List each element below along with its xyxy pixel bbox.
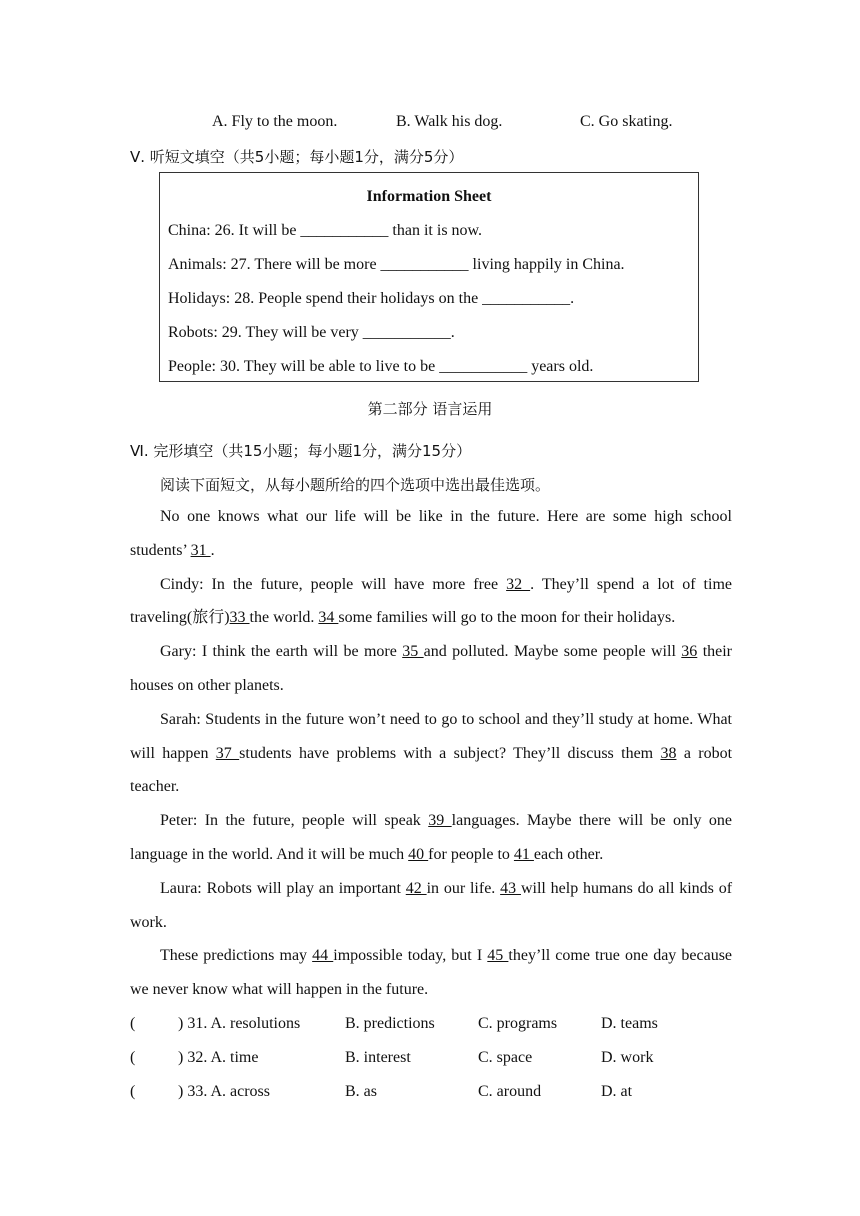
section-5-title: Ⅴ. 听短文填空（共5小题；每小题1分，满分5分）	[130, 148, 464, 166]
info-line-26: China: 26. It will be ___________ than it is now.	[168, 222, 483, 239]
question-31	[130, 1015, 730, 1039]
info-line-27: Animals: 27. There will be more ___________ living happily in China.	[168, 256, 625, 273]
answer-paren: (	[130, 1015, 136, 1032]
option-c: C. space	[478, 1049, 533, 1066]
blank-31: 31	[190, 541, 211, 559]
passage-paragraph: Cindy: In the future, people will have more free 32 . They’ll spend a lot of time traveling(旅行)33 the world. 34 some families will go to the moon for their holidays.	[130, 575, 732, 627]
option-b: B. Walk his dog.	[396, 113, 503, 130]
part-2-title: 第二部分 语言运用	[367, 400, 493, 418]
passage-paragraph: These predictions may 44 impossible today, but I 45 they’ll come true one day because we never know what will happen in the future.	[130, 947, 733, 999]
blank-32: 32	[506, 575, 531, 593]
option-d: D. work	[601, 1049, 654, 1066]
passage-paragraph: Laura: Robots will play an important 42 in our life. 43 will help humans do all kinds of work.	[130, 879, 733, 931]
option-c: C. programs	[478, 1015, 558, 1032]
question-stem: ) 33. A. across	[178, 1083, 270, 1100]
blank-33: 33	[229, 609, 250, 627]
blank-44: 44	[312, 947, 334, 965]
answer-paren: (	[130, 1083, 136, 1100]
option-b: B. interest	[345, 1049, 411, 1066]
question-33	[130, 1083, 730, 1107]
passage-paragraph: Gary: I think the earth will be more 35 and polluted. Maybe some people will 36 their houses on other planets.	[130, 643, 733, 694]
option-b: B. as	[345, 1083, 377, 1100]
passage-paragraph: Peter: In the future, people will speak 39 languages. Maybe there will be only one language in the world. And it will be much 40 for people to 41 each other.	[130, 812, 733, 863]
answer-paren: (	[130, 1049, 136, 1066]
blank-38: 38	[660, 744, 677, 762]
option-a: A. Fly to the moon.	[212, 113, 338, 130]
section-6-title: Ⅵ. 完形填空（共15小题；每小题1分，满分15分）	[130, 442, 472, 460]
cloze-passage	[130, 500, 732, 1007]
passage-paragraph: Sarah: Students in the future won’t need to go to school and they’ll study at home. What will happen 37 students have problems with a subject? They’ll discuss them 38 a robot teacher.	[130, 710, 733, 796]
information-sheet	[159, 172, 699, 382]
option-c: C. around	[478, 1083, 542, 1100]
section-6-instruction: 阅读下面短文，从每小题所给的四个选项中选出最佳选项。	[160, 476, 551, 494]
blank-45: 45	[487, 947, 509, 965]
option-b: B. predictions	[345, 1015, 435, 1032]
question-32	[130, 1049, 730, 1073]
blank-35: 35	[402, 643, 424, 661]
blank-41: 41	[513, 845, 534, 863]
blank-36: 36	[681, 643, 698, 661]
option-d: D. at	[601, 1083, 633, 1100]
info-line-29: Robots: 29. They will be very ___________.	[168, 324, 455, 341]
blank-37: 37	[215, 744, 240, 762]
question-stem: ) 31. A. resolutions	[178, 1015, 301, 1032]
question-stem: ) 32. A. time	[178, 1049, 259, 1066]
info-sheet-title: Information Sheet	[366, 188, 492, 205]
option-c: C. Go skating.	[580, 113, 673, 130]
blank-34: 34	[318, 609, 339, 627]
info-line-28: Holidays: 28. People spend their holidays on the ___________.	[168, 290, 575, 307]
info-line-30: People: 30. They will be able to live to be ___________ years old.	[168, 358, 594, 375]
blank-43: 43	[500, 879, 521, 897]
blank-42: 42	[405, 879, 427, 897]
blank-40: 40	[408, 845, 429, 863]
passage-paragraph: No one knows what our life will be like in the future. Here are some high school students’ 31 .	[130, 508, 732, 559]
blank-39: 39	[428, 812, 452, 830]
option-d: D. teams	[601, 1015, 658, 1032]
